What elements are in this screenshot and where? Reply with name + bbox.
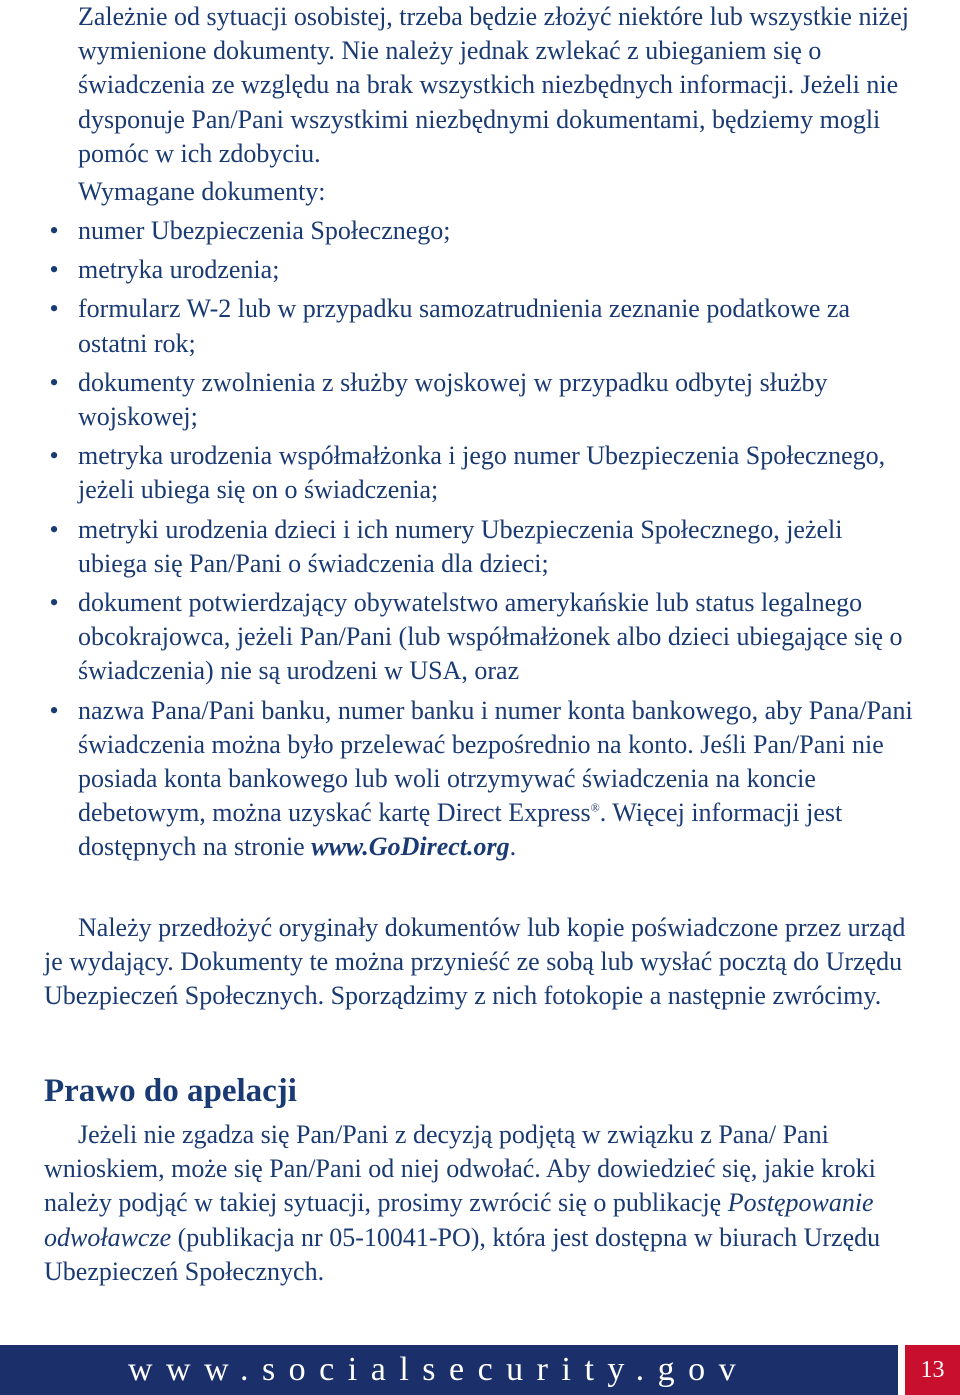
list-item-text: dokument potwierdzający obywatelstwo amerykańskie lub status legalnego obcokrajowca, jeżeli Pan/Pani (lub współmałżonek albo dzieci ubiegające się o świadczenia) nie są urodzeni w USA, oraz <box>78 588 903 686</box>
list-item-text: formularz W-2 lub w przypadku samozatrudnienia zeznanie podatkowe za ostatni rok; <box>78 294 850 358</box>
bullet-icon: • <box>49 367 59 397</box>
bullet-icon: • <box>49 216 59 245</box>
list-item-text: metryka urodzenia współmałżonka i jego numer Ubezpieczenia Społecznego, jeżeli ubiega się on o świadczenia; <box>78 441 886 505</box>
list-item-end: . <box>509 832 517 862</box>
list-item <box>49 586 914 689</box>
appeal-paragraph <box>44 1118 914 1289</box>
list-item-text: dokumenty zwolnienia z służby wojskowej w przypadku odbytej służby wojskowej; <box>78 367 828 432</box>
publication-title: Postępowanie odwoławcze <box>44 1188 874 1252</box>
list-item-text: metryka urodzenia; <box>78 255 280 285</box>
required-documents-list <box>49 214 914 870</box>
bullet-icon: • <box>49 514 59 544</box>
list-item <box>49 366 914 434</box>
bullet-icon: • <box>49 294 59 324</box>
required-documents-label: Wymagane dokumenty: <box>78 177 326 206</box>
appeal-text-after: (publikacja nr 05-10041-PO), która jest dostępna w biurach Urzędu Ubezpieczeń Społecznych. <box>44 1222 881 1286</box>
list-item-text-after: . Więcej informacji jest dostępnych na stronie <box>78 798 843 862</box>
footer-url[interactable]: www.socialsecurity.gov <box>128 1351 750 1388</box>
list-item-text: nazwa Pana/Pani banku, numer banku i numer konta bankowego, aby Pana/Pani świadczenia można było przelewać bezpośrednio na konto. Jeśli Pan/Pani nie posiada konta bankowego lub woli otrzymywać świadczenia na koncie debetowym, można uzyskać kartę Direct Express <box>78 695 913 828</box>
registered-mark: ® <box>590 800 600 815</box>
list-item-text: numer Ubezpieczenia Społecznego; <box>78 216 451 245</box>
bullet-icon: • <box>49 441 59 471</box>
list-item <box>49 439 914 507</box>
godirect-link[interactable]: www.GoDirect.org <box>311 832 510 862</box>
list-item <box>49 214 914 248</box>
list-item-text: metryki urodzenia dzieci i ich numery Ubezpieczenia Społecznego, jeżeli ubiega się Pan/Pani o świadczenia dla dzieci; <box>78 514 843 578</box>
list-item-bank <box>49 694 914 865</box>
appeal-heading: Prawo do apelacji <box>44 1073 297 1109</box>
page-number: 13 <box>920 1357 945 1383</box>
bullet-icon: • <box>49 588 59 618</box>
intro-paragraph: Zależnie od sytuacji osobistej, trzeba będzie złożyć niektóre lub wszystkie niżej wymienione dokumenty. Nie należy jednak zwlekać z ubieganiem się o świadczenia ze względu na brak wszystkich niezbędnych informacji. Jeżeli nie dysponuje Pan/Pani wszystkimi niezbędnymi dokumentami, będziemy mogli pomóc w ich zdobyciu. <box>78 2 909 168</box>
originals-paragraph: Należy przedłożyć oryginały dokumentów lub kopie poświadczone przez urząd je wydający. Dokumenty te można przynieść ze sobą lub wysłać pocztą do Urzędu Ubezpieczeń Społecznych. Sporządzimy z nich fotokopie a następnie zwrócimy. <box>44 913 906 1011</box>
list-item <box>49 253 914 287</box>
list-item <box>49 513 914 581</box>
list-item <box>49 292 914 360</box>
appeal-text-before: Jeżeli nie zgadza się Pan/Pani z decyzją podjętą w związku z Pana/ Pani wnioskiem, może się Pan/Pani od niej odwołać. Aby dowiedzieć się, jakie kroki należy podjąć w takiej sytuacji, prosimy zwrócić się o publikację <box>44 1120 876 1218</box>
bullet-icon: • <box>49 695 59 725</box>
bullet-icon: • <box>49 255 59 285</box>
